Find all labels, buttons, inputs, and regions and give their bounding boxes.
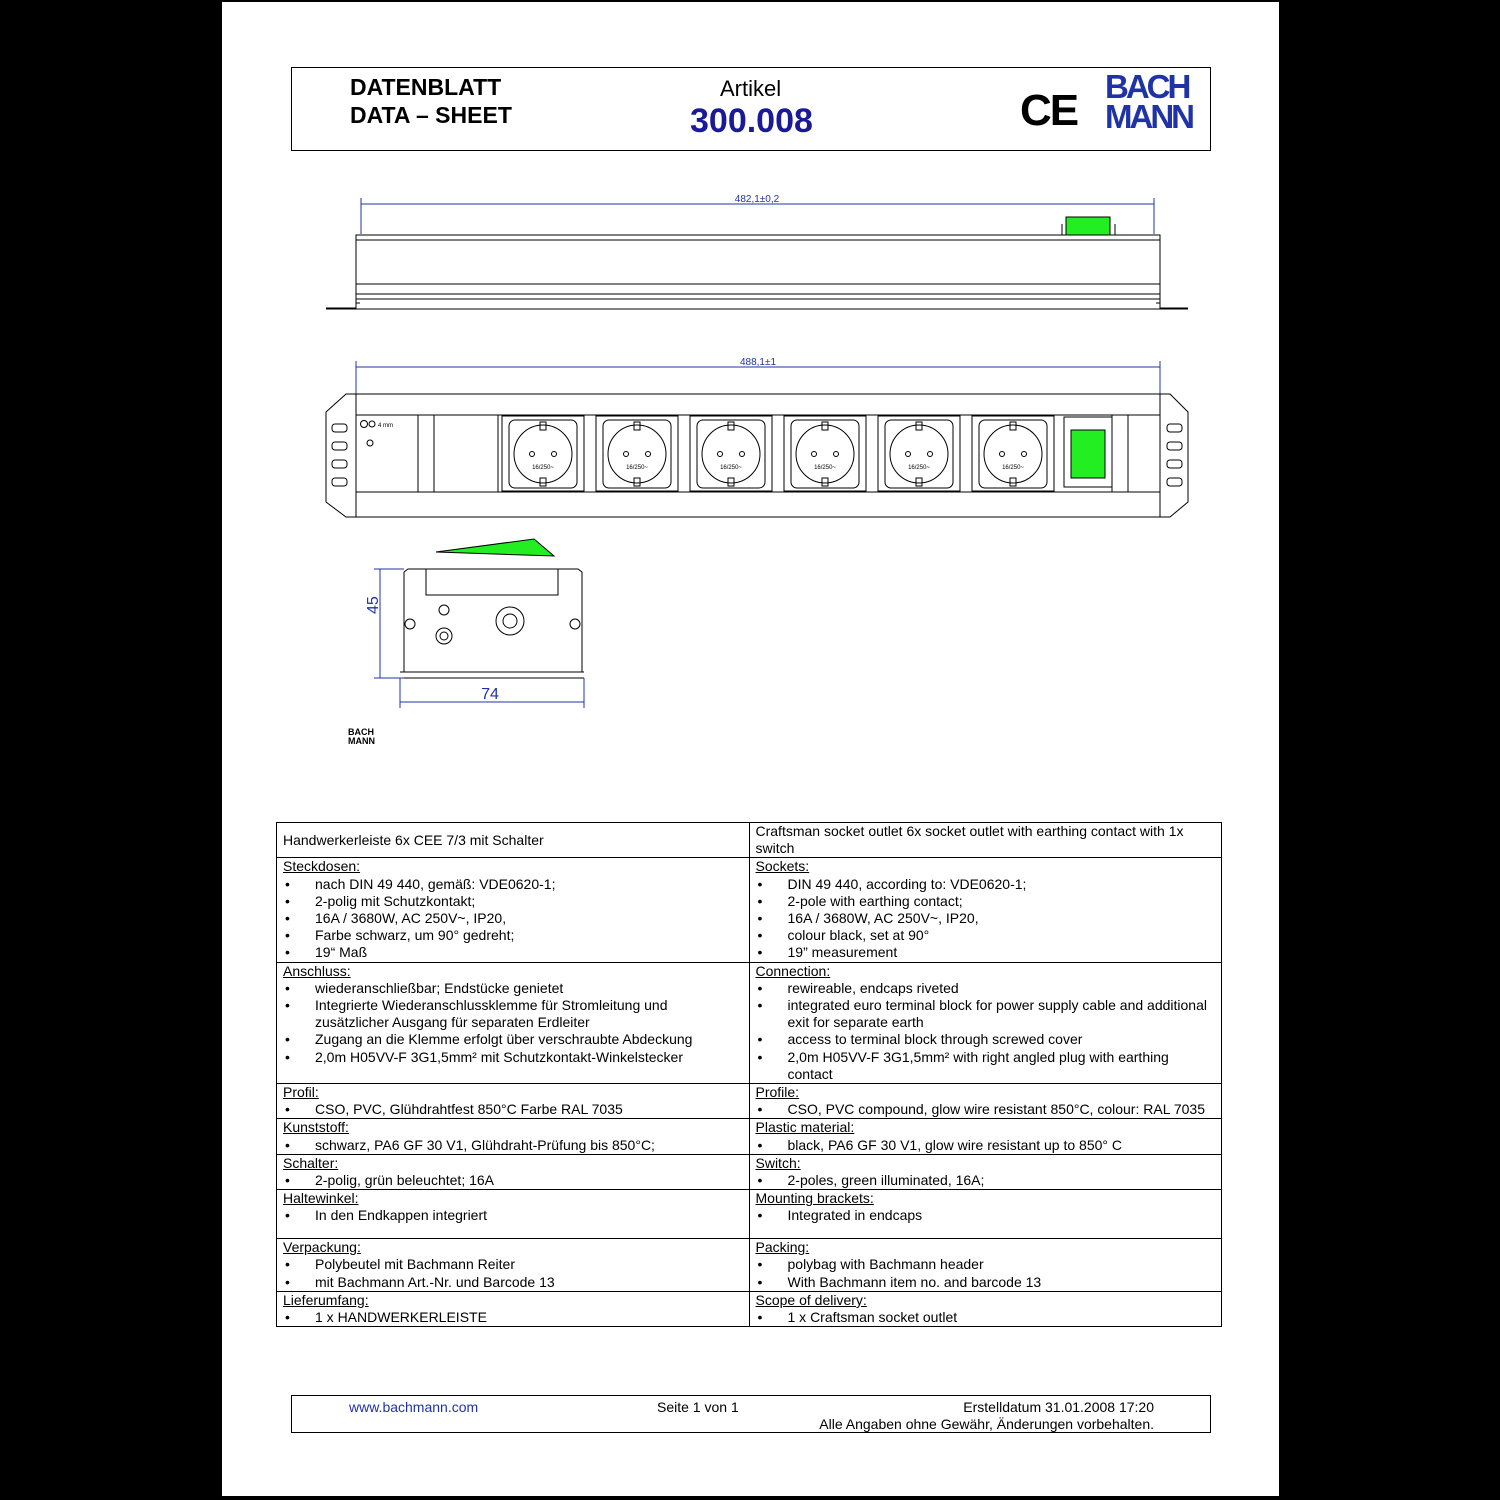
spec-row bbox=[277, 1190, 1222, 1239]
spec-row bbox=[277, 1154, 1222, 1189]
earth-symbol-icon bbox=[439, 605, 449, 615]
spec-cell-de bbox=[277, 858, 750, 962]
spec-table bbox=[276, 822, 1222, 1327]
spec-heading: Plastic material: bbox=[755, 1119, 855, 1136]
title-de: DATENBLATT bbox=[350, 74, 502, 100]
spec-heading: Anschluss: bbox=[283, 962, 351, 979]
small-bachmann-logo bbox=[348, 727, 375, 746]
socket-outlet-icon bbox=[690, 416, 772, 491]
spec-cell-de bbox=[277, 1291, 750, 1326]
spec-cell-en bbox=[749, 1291, 1222, 1326]
spec-item: • 19” measurement bbox=[756, 944, 1216, 961]
spec-item: • In den Endkappen integriert bbox=[283, 1207, 743, 1224]
spec-item: • 2,0m H05VV-F 3G1,5mm² with right angled plug with earthing contact bbox=[756, 1049, 1216, 1083]
spec-list bbox=[756, 1137, 1216, 1154]
spec-heading: Switch: bbox=[755, 1154, 801, 1171]
spec-cell-de bbox=[277, 1239, 750, 1292]
spec-row bbox=[277, 1119, 1222, 1154]
spec-item: • access to terminal block through screwed cover bbox=[756, 1031, 1216, 1048]
spec-cell-de bbox=[277, 962, 750, 1083]
spec-item: • 2-polig, grün beleuchtet; 16A bbox=[283, 1172, 743, 1189]
spec-item: • 1 x HANDWERKERLEISTE bbox=[283, 1309, 743, 1326]
blank-panel bbox=[434, 415, 498, 492]
spec-cell-en bbox=[749, 1119, 1222, 1154]
header-box bbox=[291, 67, 1211, 151]
spec-cell-en bbox=[749, 1084, 1222, 1119]
spec-row bbox=[277, 1084, 1222, 1119]
spec-list bbox=[756, 1207, 1216, 1224]
spec-title-en: Craftsman socket outlet 6x socket outlet with earthing contact with 1x switch bbox=[749, 823, 1222, 858]
earth-terminal-icon bbox=[361, 421, 368, 428]
spec-item: • CSO, PVC, Glühdrahtfest 850°C Farbe RAL 7035 bbox=[283, 1101, 743, 1118]
spec-item: • 16A / 3680W, AC 250V~, IP20, bbox=[283, 910, 743, 927]
datasheet-page bbox=[222, 2, 1279, 1496]
svg-text:MANN: MANN bbox=[348, 736, 375, 746]
socket-rating: 16/250~ bbox=[908, 465, 930, 471]
spec-heading: Profile: bbox=[755, 1084, 800, 1101]
top-dimension: 482,1±0,2 bbox=[734, 194, 780, 205]
spec-item: • 19“ Maß bbox=[283, 944, 743, 961]
spec-row bbox=[277, 962, 1222, 1083]
spec-item: • Polybeutel mit Bachmann Reiter bbox=[283, 1256, 743, 1273]
title-en: DATA – SHEET bbox=[350, 102, 512, 128]
spec-item: • 2-poles, green illuminated, 16A; bbox=[756, 1172, 1216, 1189]
spec-item: • Zugang an die Klemme erfolgt über verschraubte Abdeckung bbox=[283, 1031, 743, 1048]
socket-outlet-icon bbox=[878, 416, 960, 491]
spec-heading: Schalter: bbox=[283, 1154, 339, 1171]
spec-cell-de bbox=[277, 1154, 750, 1189]
page-number: Seite 1 von 1 bbox=[657, 1399, 739, 1415]
spec-item: • black, PA6 GF 30 V1, glow wire resistant up to 850° C bbox=[756, 1137, 1216, 1154]
spec-list bbox=[283, 1172, 743, 1189]
spec-item: • With Bachmann item no. and barcode 13 bbox=[756, 1274, 1216, 1291]
spec-list bbox=[283, 876, 743, 962]
spec-cell-de bbox=[277, 1119, 750, 1154]
bachmann-logo: BACH MANN bbox=[1105, 68, 1192, 135]
spec-item: • Farbe schwarz, um 90° gedreht; bbox=[283, 927, 743, 944]
socket-rating: 16/250~ bbox=[626, 465, 648, 471]
side-width-dimension: 74 bbox=[481, 686, 499, 703]
spec-heading: Mounting brackets: bbox=[755, 1190, 874, 1207]
socket-outlet-icon bbox=[502, 416, 584, 491]
spec-item: • colour black, set at 90° bbox=[756, 927, 1216, 944]
spec-row bbox=[277, 858, 1222, 962]
spec-heading: Sockets: bbox=[755, 858, 810, 875]
spec-item: • 1 x Craftsman socket outlet bbox=[756, 1309, 1216, 1326]
socket-rating: 16/250~ bbox=[1002, 465, 1024, 471]
spec-list bbox=[283, 1101, 743, 1118]
socket-group bbox=[502, 416, 1054, 491]
spec-list bbox=[756, 980, 1216, 1083]
spec-heading: Scope of delivery: bbox=[755, 1291, 867, 1308]
side-height-dimension: 45 bbox=[365, 596, 382, 614]
spec-heading: Verpackung: bbox=[283, 1239, 361, 1256]
spec-item: • polybag with Bachmann header bbox=[756, 1256, 1216, 1273]
spec-item: • Integrated in endcaps bbox=[756, 1207, 1216, 1224]
spec-item: • mit Bachmann Art.-Nr. und Barcode 13 bbox=[283, 1274, 743, 1291]
spec-cell-de bbox=[277, 1190, 750, 1239]
creation-date: Erstelldatum 31.01.2008 17:20 bbox=[963, 1399, 1154, 1415]
svg-text:BACH: BACH bbox=[348, 727, 374, 737]
side-view-drawing bbox=[365, 539, 584, 708]
spec-heading: Kunststoff: bbox=[283, 1119, 349, 1136]
spec-heading: Haltewinkel: bbox=[283, 1190, 359, 1207]
front-view-drawing bbox=[326, 357, 1188, 517]
spec-item: • CSO, PVC compound, glow wire resistant 850°C, colour: RAL 7035 bbox=[756, 1101, 1216, 1118]
socket-outlet-icon bbox=[596, 416, 678, 491]
spec-item: • integrated euro terminal block for power supply cable and additional exit for separate earth bbox=[756, 997, 1216, 1031]
spec-list bbox=[283, 1309, 743, 1326]
switch-rocker-icon bbox=[1071, 430, 1105, 478]
spec-cell-de bbox=[277, 1084, 750, 1119]
spec-list bbox=[283, 1256, 743, 1290]
spec-cell-en bbox=[749, 1190, 1222, 1239]
spec-item: • 2-polig mit Schutzkontakt; bbox=[283, 893, 743, 910]
spec-list bbox=[756, 1101, 1216, 1118]
spec-list bbox=[756, 1172, 1216, 1189]
socket-rating: 16/250~ bbox=[814, 465, 836, 471]
spec-heading: Packing: bbox=[755, 1239, 810, 1256]
socket-rating: 16/250~ bbox=[720, 465, 742, 471]
spec-list bbox=[283, 980, 743, 1066]
spec-item: • DIN 49 440, according to: VDE0620-1; bbox=[756, 876, 1216, 893]
spec-heading: Profil: bbox=[283, 1084, 319, 1101]
disclaimer: Alle Angaben ohne Gewähr, Änderungen vorbehalten. bbox=[819, 1416, 1154, 1432]
spec-item: • 2-pole with earthing contact; bbox=[756, 893, 1216, 910]
spec-list bbox=[283, 1207, 743, 1224]
article-label: Artikel bbox=[720, 76, 782, 101]
spec-title-de: Handwerkerleiste 6x CEE 7/3 mit Schalter bbox=[277, 823, 750, 858]
spec-list bbox=[756, 876, 1216, 962]
spec-cell-en bbox=[749, 858, 1222, 962]
footer-box bbox=[291, 1395, 1211, 1433]
spec-item: • 2,0m H05VV-F 3G1,5mm² mit Schutzkontakt-Winkelstecker bbox=[283, 1049, 743, 1066]
ce-mark-icon: CE bbox=[1020, 86, 1078, 135]
spec-item: • rewireable, endcaps riveted bbox=[756, 980, 1216, 997]
spec-item: • wiederanschließbar; Endstücke genietet bbox=[283, 980, 743, 997]
spec-list bbox=[756, 1256, 1216, 1290]
spec-list bbox=[283, 1137, 743, 1154]
socket-outlet-icon bbox=[972, 416, 1054, 491]
spec-heading: Connection: bbox=[755, 962, 831, 979]
front-dimension: 488,1±1 bbox=[739, 357, 777, 368]
switch-top-icon bbox=[1066, 217, 1110, 235]
spec-item: • 16A / 3680W, AC 250V~, IP20, bbox=[756, 910, 1216, 927]
spec-item: • schwarz, PA6 GF 30 V1, Glühdraht-Prüfung bis 850°C; bbox=[283, 1137, 743, 1154]
spec-cell-en bbox=[749, 1239, 1222, 1292]
spec-heading: Steckdosen: bbox=[283, 858, 361, 875]
switch-side-icon bbox=[436, 539, 554, 556]
spec-item: • Integrierte Wiederanschlussklemme für Stromleitung und zusätzlicher Ausgang für separaten Erdleiter bbox=[283, 997, 743, 1031]
sheet-title bbox=[350, 73, 512, 129]
earth-label: 4 mm bbox=[378, 423, 393, 429]
article-number: 300.008 bbox=[690, 102, 813, 140]
socket-rating: 16/250~ bbox=[532, 465, 554, 471]
spec-list bbox=[756, 1309, 1216, 1326]
spec-row bbox=[277, 1239, 1222, 1292]
top-view-drawing bbox=[326, 194, 1188, 309]
spec-cell-en bbox=[749, 962, 1222, 1083]
spec-row bbox=[277, 1291, 1222, 1326]
spec-heading: Lieferumfang: bbox=[283, 1291, 369, 1308]
spec-cell-en bbox=[749, 1154, 1222, 1189]
website-link[interactable]: www.bachmann.com bbox=[349, 1399, 479, 1415]
socket-outlet-icon bbox=[784, 416, 866, 491]
technical-drawings bbox=[222, 172, 1279, 772]
spec-title-row bbox=[277, 823, 1222, 858]
spec-item: • nach DIN 49 440, gemäß: VDE0620-1; bbox=[283, 876, 743, 893]
